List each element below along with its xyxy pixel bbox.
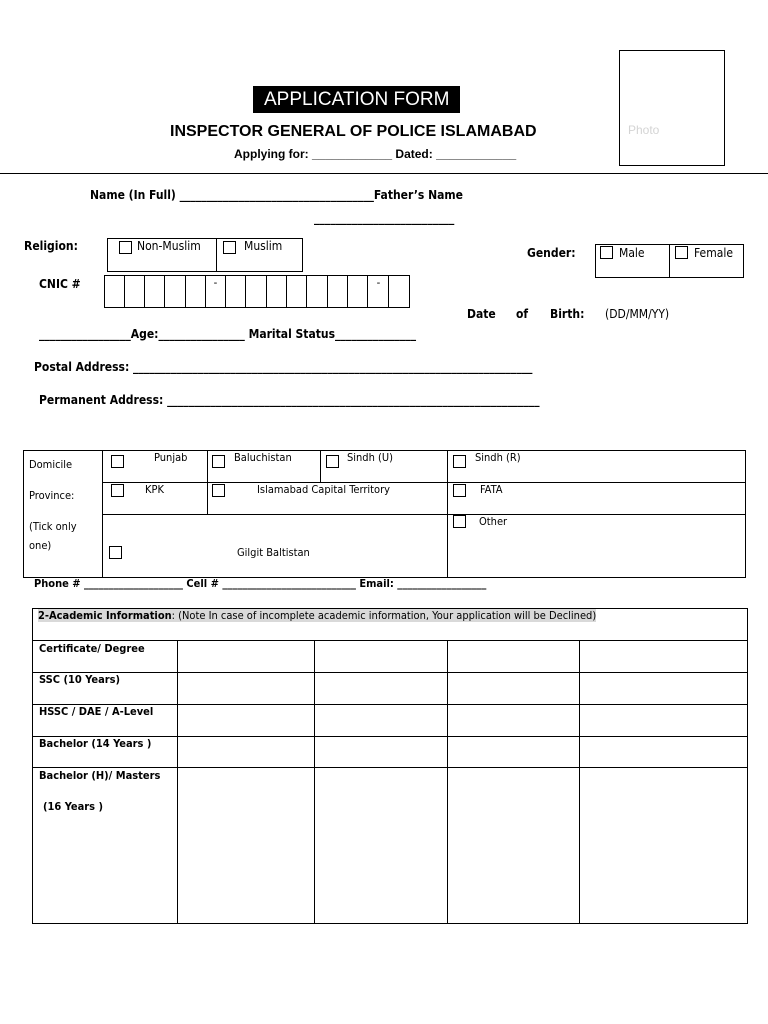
- other-checkbox[interactable]: [453, 515, 466, 528]
- gender-divider: [669, 244, 670, 278]
- academic-row-label: SSC (10 Years): [39, 673, 121, 686]
- academic-col-line: [579, 640, 580, 924]
- gilgit-baltistan-label: Gilgit Baltistan: [237, 546, 310, 559]
- domicile-label-4: one): [29, 539, 52, 552]
- female-label: Female: [694, 246, 733, 260]
- father-name-blank[interactable]: __________________________: [314, 211, 455, 225]
- age-marital-line[interactable]: _________________Age:________________ Marital Status_______________: [39, 327, 416, 341]
- gilgit-baltistan-checkbox[interactable]: [109, 546, 122, 559]
- photo-box[interactable]: [619, 50, 725, 166]
- organization-name: INSPECTOR GENERAL OF POLICE ISLAMABAD: [170, 123, 537, 140]
- cnic-separator: -: [213, 277, 218, 289]
- academic-col-line: [314, 640, 315, 924]
- academic-row-line: [32, 672, 748, 673]
- academic-heading-bold: 2-Academic Information: [38, 609, 172, 622]
- sindh-u-label: Sindh (U): [347, 451, 393, 464]
- domicile-row-line: [102, 482, 746, 483]
- academic-col-line: [177, 640, 178, 924]
- baluchistan-checkbox[interactable]: [212, 455, 225, 468]
- academic-row-line: [32, 767, 748, 768]
- academic-row-label: Bachelor (H)/ Masters: [39, 769, 161, 782]
- dob-format: (DD/MM/YY): [605, 307, 670, 321]
- domicile-label-1: Domicile: [29, 458, 73, 471]
- academic-row-label: Certificate/ Degree: [39, 642, 145, 655]
- punjab-label: Punjab: [154, 451, 188, 464]
- contact-line[interactable]: Phone # ____________________ Cell # ___________________________ Email: __________________: [34, 577, 487, 590]
- header-divider: [0, 173, 768, 174]
- religion-label: Religion:: [24, 239, 78, 253]
- female-checkbox[interactable]: [675, 246, 688, 259]
- form-title: APPLICATION FORM: [253, 86, 460, 113]
- male-checkbox[interactable]: [600, 246, 613, 259]
- postal-address-line[interactable]: Postal Address: __________________________________________________________________________: [34, 360, 533, 374]
- sindh-r-checkbox[interactable]: [453, 455, 466, 468]
- dob-word-of: of: [516, 307, 529, 321]
- punjab-checkbox[interactable]: [111, 455, 124, 468]
- academic-col-line: [447, 640, 448, 924]
- other-label: Other: [479, 515, 508, 528]
- cnic-field[interactable]: [104, 275, 410, 308]
- ict-label: Islamabad Capital Territory: [257, 483, 391, 496]
- kpk-checkbox[interactable]: [111, 484, 124, 497]
- non-muslim-label: Non-Muslim: [137, 239, 201, 253]
- religion-divider: [216, 238, 217, 272]
- male-label: Male: [619, 246, 645, 260]
- kpk-label: KPK: [145, 483, 164, 496]
- name-line[interactable]: Name (In Full) ____________________________________Father’s Name: [90, 188, 464, 202]
- sindh-r-label: Sindh (R): [475, 451, 521, 464]
- applying-for-line: Applying for: ____________ Dated: ____________: [234, 147, 517, 161]
- academic-row-label: Bachelor (14 Years ): [39, 737, 152, 750]
- muslim-label: Muslim: [244, 239, 283, 253]
- fata-checkbox[interactable]: [453, 484, 466, 497]
- fata-label: FATA: [480, 483, 503, 496]
- cnic-separator: -: [376, 277, 381, 289]
- baluchistan-label: Baluchistan: [234, 451, 292, 464]
- gender-label: Gender:: [527, 246, 576, 260]
- domicile-label-3: (Tick only: [29, 520, 77, 533]
- domicile-row-line: [102, 514, 746, 515]
- muslim-checkbox[interactable]: [223, 241, 236, 254]
- academic-heading-note: : (Note In case of incomplete academic information, Your application will be Declined): [171, 609, 597, 622]
- dob-word-date: Date: [467, 307, 496, 321]
- academic-heading: [38, 609, 596, 622]
- dob-word-birth: Birth:: [550, 307, 585, 321]
- academic-row-label-extra: (16 Years ): [43, 800, 104, 813]
- sindh-u-checkbox[interactable]: [326, 455, 339, 468]
- academic-row-label: HSSC / DAE / A-Level: [39, 705, 154, 718]
- domicile-col-line: [320, 450, 321, 482]
- academic-row-line: [32, 640, 748, 641]
- permanent-address-line[interactable]: Permanent Address: _____________________________________________________________________: [39, 393, 540, 407]
- non-muslim-checkbox[interactable]: [119, 241, 132, 254]
- photo-label: Photo: [628, 123, 660, 137]
- cnic-label: CNIC #: [39, 277, 81, 291]
- academic-table: [32, 608, 748, 924]
- ict-checkbox[interactable]: [212, 484, 225, 497]
- domicile-label-2: Province:: [29, 489, 75, 502]
